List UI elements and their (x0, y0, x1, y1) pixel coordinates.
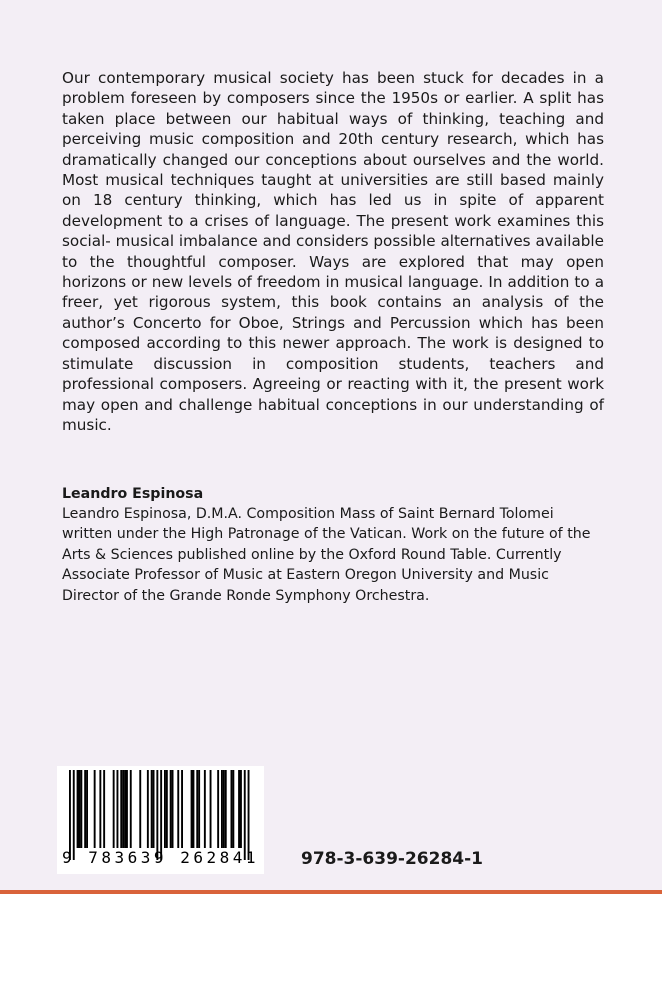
barcode-bar (181, 770, 183, 848)
barcode-guard-bar (156, 770, 158, 860)
barcode-bar (126, 770, 128, 848)
barcode-bar (151, 770, 153, 848)
barcode-guard-bar (244, 770, 246, 860)
barcode-bar (94, 770, 96, 848)
barcode-bar (223, 770, 225, 848)
barcode-bar (210, 770, 212, 848)
barcode-guard-bar (160, 770, 162, 860)
barcode-bar (103, 770, 105, 848)
isbn-number: 978-3-639-26284-1 (301, 849, 483, 869)
barcode-digits: 9 783639 262841 (62, 848, 259, 867)
barcode-bar (147, 770, 149, 848)
barcode-bar (113, 770, 115, 848)
author-bio: Leandro Espinosa, D.M.A. Composition Mass of Saint Bernard Tolomei written under the High Patronage of the Vatican. Work on the future of the Arts & Sciences published online by the Oxford Round Table. Currently Associate Professor of Music at Eastern Oregon University and Music Director of the Grande Ronde Symphony Orchestra. (62, 506, 591, 604)
barcode-bar (124, 770, 126, 848)
barcode-guard-bar (69, 770, 71, 860)
barcode-bar (217, 770, 219, 848)
barcode-bar (225, 770, 227, 848)
barcode-bar (172, 770, 174, 848)
barcode-bar (139, 770, 141, 848)
barcode-bar (193, 770, 195, 848)
barcode-bar (99, 770, 101, 848)
barcode-bar (196, 770, 198, 848)
barcode-bar (198, 770, 200, 848)
barcode-bar (153, 770, 155, 848)
barcode-bar (170, 770, 172, 848)
barcode-bar (238, 770, 240, 848)
barcode-bar (164, 770, 166, 848)
barcode-bar (191, 770, 193, 848)
barcode-bar (120, 770, 122, 848)
barcode-guard-bar (248, 770, 250, 860)
barcode-bar (221, 770, 223, 848)
barcode-guard-bar (73, 770, 75, 860)
barcode-bar (79, 770, 81, 848)
barcode-bar (77, 770, 79, 848)
author-name: Leandro Espinosa (62, 486, 204, 502)
barcode-bar (231, 770, 233, 848)
barcode-bar (84, 770, 86, 848)
barcode-bar (80, 770, 82, 848)
book-description: Our contemporary musical society has been stuck for decades in a problem foreseen by composers since the 1950s or earlier. A split has taken place between our habitual ways of thinking, teaching and perceiving music composition and 20th century research, which has dramatically changed our conceptions about ourselves and the world. Most musical techniques taught at universities are still based mainly on 18 century thinking, which has led us in spite of apparent development to a crises of language. The present work examines this social- musical imbalance and considers possible alternatives available to the thoughtful composer. Ways are explored that may open horizons or new levels of freedom in musical language. In addition to a freer, yet rigorous system, this book contains an analysis of the author’s Concerto for Oboe, Strings and Percussion which has been composed according to this newer approach. The work is designed to stimulate discussion in composition students, teachers and professional composers. Agreeing or reacting with it, the present work may open and challenge habitual conceptions in our understanding of music. (62, 69, 604, 434)
barcode-bar (86, 770, 88, 848)
barcode-bar (117, 770, 119, 848)
barcode-bar (232, 770, 234, 848)
bottom-accent-rule (0, 890, 662, 894)
barcode (57, 766, 264, 874)
barcode-bar (122, 770, 124, 848)
barcode-bar (240, 770, 242, 848)
barcode-bar (177, 770, 179, 848)
barcode-bar (204, 770, 206, 848)
barcode-bar (166, 770, 168, 848)
barcode-bar (130, 770, 132, 848)
